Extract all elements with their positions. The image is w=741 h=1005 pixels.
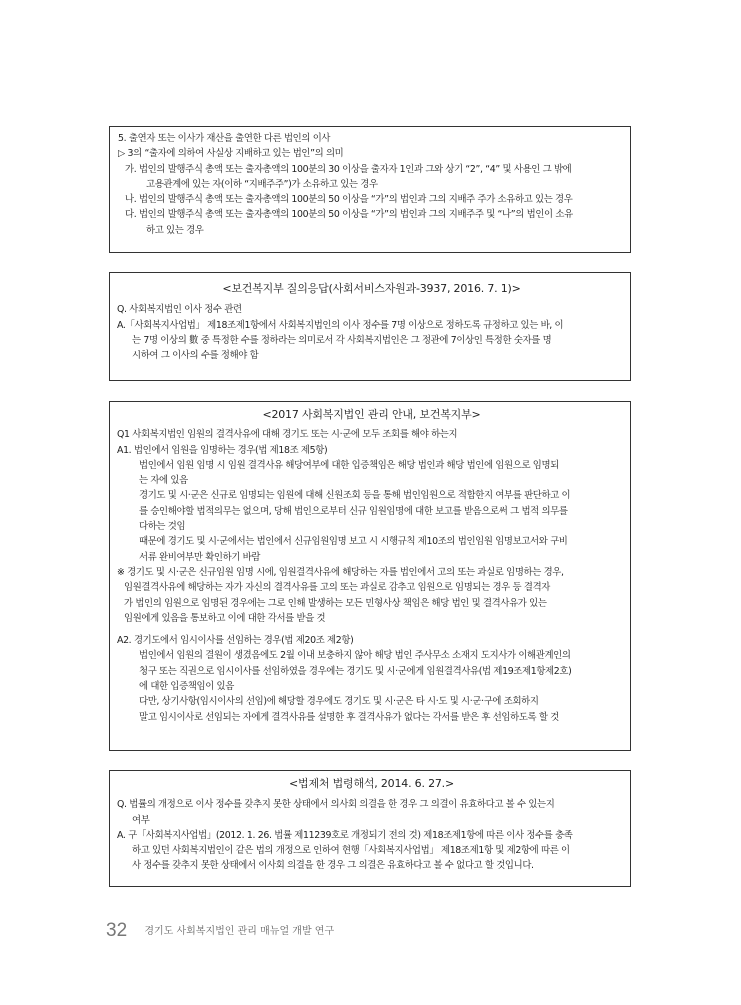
answer-2-text: 다만, 상기사항(임시이사의 선임)에 해당할 경우에도 경기도 및 시·군은 타 시·도 및 시·군·구에 조회하지 — [139, 696, 539, 708]
legislation-interpretation-box — [109, 770, 631, 887]
answer-1-text: 경기도 및 시·군은 신규로 임명되는 임원에 대해 신원조회 등을 통해 법인임원으로 적합한지 여부를 판단하고 이 — [139, 490, 571, 502]
definition-heading: ▷ 3의 “출자에 의하여 사실상 지배하고 있는 법인”의 의미 — [118, 148, 344, 160]
item-ga-cont: 고용관계에 있는 자(이하 “지배주주”)가 소유하고 있는 경우 — [146, 178, 378, 190]
item-ga: 가. 법인의 발행주식 총액 또는 출자총액의 100분의 30 이상을 출자자 1인과 그와 상기 “2”, “4” 및 사용인 그 밖에 — [125, 163, 572, 175]
answer-1-text: 때문에 경기도 및 시·군에서는 법인에서 신규임원임명 보고 시 시행규칙 제10조의 법인임원 임명보고서와 구비 — [139, 536, 568, 548]
note-cont: 임원에게 있음을 통보하고 이에 대한 각서를 받을 것 — [124, 612, 326, 624]
answer-2-text: 말고 임시이사로 선임되는 자에게 결격사유를 설명한 후 결격사유가 없다는 각서를 받은 후 선임하도록 할 것 — [139, 711, 559, 723]
answer-2: A2. 경기도에서 임시이사를 선임하는 경우(법 제20조 제2항) — [117, 635, 354, 647]
answer: A. 구「사회복지사업법」(2012. 1. 26. 법률 제11239호로 개정되기 전의 것) 제18조제1항에 따른 이사 정수를 충족 — [117, 829, 573, 841]
legal-definition-box — [109, 126, 631, 253]
box-title: <2017 사회복지법인 관리 안내, 보건복지부> — [262, 408, 481, 421]
answer-cont: 하고 있던 사회복지법인이 같은 법의 개정으로 인하여 현행「사회복지사업법」 제18조제1항 및 제2항에 따른 이 — [132, 845, 570, 857]
box-title: <법제처 법령해석, 2014. 6. 27.> — [289, 777, 454, 790]
question-cont: 여부 — [132, 814, 150, 826]
page-number: 32 — [106, 920, 128, 941]
answer-2-text: 법인에서 임원의 결원이 생겼음에도 2월 이내 보충하지 않아 해당 법인 주사무소 소재지 도지사가 이해관계인의 — [139, 650, 571, 662]
answer: A.「사회복지사업법」 제18조제1항에서 사회복지법인의 이사 정수를 7명 이상으로 정하도록 규정하고 있는 바, 이 — [117, 319, 564, 331]
management-guide-box — [109, 401, 631, 751]
note-cont: 임원결격사유에 해당하는 자가 자신의 결격사유를 고의 또는 과실로 감추고 임원으로 임명되는 경우 등 결격자 — [124, 582, 550, 594]
answer-1-text: 법인에서 임원 임명 시 임원 결격사유 해당여부에 대한 입증책임은 해당 법인과 해당 법인에 임원으로 임명되 — [139, 459, 559, 471]
question: Q. 법률의 개정으로 이사 정수를 갖추지 못한 상태에서 의사회 의결을 한 경우 그 의결이 유효하다고 볼 수 있는지 — [117, 799, 555, 811]
item-da-cont: 하고 있는 경우 — [146, 224, 204, 236]
item-da: 다. 법인의 발행주식 총액 또는 출자총액의 100분의 50 이상을 “가”의 법인과 그의 지배주주 및 “나”의 법인이 소유 — [125, 209, 573, 221]
ministry-qa-box — [109, 272, 631, 381]
note: ※ 경기도 및 시·군은 신규임원 임명 시에, 임원결격사유에 해당하는 자를 법인에서 고의 또는 과실로 임명하는 경우, — [117, 566, 564, 578]
item-5: 5. 출연자 또는 이사가 재산을 출연한 다른 법인의 이사 — [118, 133, 331, 144]
footer-title: 경기도 사회복지법인 관리 매뉴얼 개발 연구 — [144, 926, 335, 937]
answer-2-text: 에 대한 입증책임이 있음 — [139, 681, 234, 693]
answer-cont: 는 7명 이상의 數 중 특정한 수를 정하라는 의미로서 각 사회복지법인은 그 정관에 7이상인 특정한 숫자를 명 — [132, 334, 552, 346]
note-cont: 가 법인의 임원으로 임명된 경우에는 그로 인해 발생하는 모든 민형사상 책임은 해당 법인 및 결격사유가 있는 — [124, 597, 547, 609]
answer-2-text: 청구 또는 직권으로 임시이사를 선임하였을 경우에는 경기도 및 시·군에게 임원결격사유(법 제19조제1항제2호) — [139, 665, 572, 677]
answer-1-text: 를 승인해야할 법적의무는 없으며, 당해 법인으로부터 신규 임원임명에 대한 보고를 받음으로써 그 법적 의무를 — [139, 505, 568, 517]
answer-cont: 시하여 그 이사의 수를 정해야 함 — [132, 350, 259, 362]
box-title: <보건복지부 질의응답(사회서비스자원과-3937, 2016. 7. 1)> — [222, 282, 521, 295]
page-footer — [106, 920, 334, 942]
answer-1-text: 다하는 것임 — [139, 521, 186, 533]
question-1: Q1 사회복지법인 임원의 결격사유에 대해 경기도 또는 시·군에 모두 조회를 해야 하는지 — [117, 429, 458, 441]
answer-1: A1. 법인에서 임원을 임명하는 경우(법 제18조 제5항) — [117, 444, 328, 456]
answer-1-text: 서류 완비여부만 확인하기 바람 — [139, 551, 261, 563]
answer-cont: 사 정수를 갖추지 못한 상태에서 이사회 의결을 한 경우 그 의결은 유효하다고 볼 수 없다고 할 것입니다. — [132, 860, 534, 872]
question: Q. 사회복지법인 이사 정수 관련 — [117, 304, 242, 316]
answer-1-text: 는 자에 있음 — [139, 475, 188, 487]
item-na: 나. 법인의 발행주식 총액 또는 출자총액의 100분의 50 이상을 “가”의 법인과 그의 지배주 주가 소유하고 있는 경우 — [125, 194, 573, 206]
